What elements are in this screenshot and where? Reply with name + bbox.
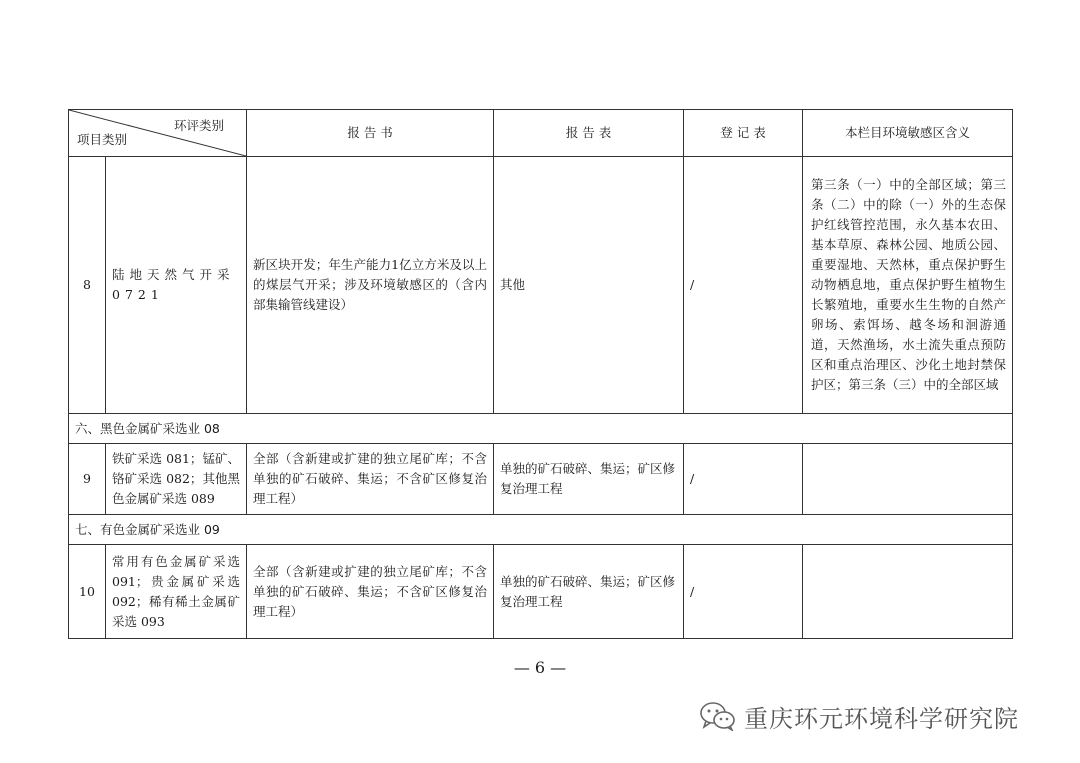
register-form-scope: /	[684, 545, 803, 639]
header-sensitive-area: 本栏目环境敏感区含义	[803, 110, 1013, 157]
watermark	[700, 698, 1019, 734]
report-book-scope: 全部（含新建或扩建的独立尾矿库；不含单独的矿石破碎、集运；不含矿区修复治理工程）	[247, 444, 494, 515]
section-title: 六、黑色金属矿采选业 08	[69, 414, 1013, 444]
table-header-row	[69, 110, 1013, 157]
report-form-scope: 其他	[494, 157, 684, 414]
header-report-form: 报 告 表	[494, 110, 684, 157]
row-number: 10	[69, 545, 106, 639]
section-title: 七、有色金属矿采选业 09	[69, 515, 1013, 545]
header-project-category: 项目类别	[77, 132, 128, 147]
section-row	[69, 414, 1013, 444]
report-form-scope: 单独的矿石破碎、集运；矿区修复治理工程	[494, 444, 684, 515]
header-eia-category: 环评类别	[173, 118, 224, 133]
row-number: 9	[69, 444, 106, 515]
project-category: 常用有色金属矿采选 091；贵金属矿采选 092；稀有稀土金属矿采选 093	[106, 545, 247, 639]
register-form-scope: /	[684, 444, 803, 515]
register-form-scope: /	[684, 157, 803, 414]
page-number: — 6 —	[513, 658, 567, 677]
header-register-form: 登 记 表	[684, 110, 803, 157]
row-number: 8	[69, 157, 106, 414]
project-category: 陆地天然气开采 0721	[106, 157, 247, 414]
report-book-scope: 全部（含新建或扩建的独立尾矿库；不含单独的矿石破碎、集运；不含矿区修复治理工程）	[247, 545, 494, 639]
sensitive-area-definition: 第三条（一）中的全部区域；第三条（二）中的除（一）外的生态保护红线管控范围，永久基本农田、基本草原、森林公园、地质公园、重要湿地、天然林，重点保护野生动物栖息地，重点保护野生植物生长繁殖地，重要水生生物的自然产卵场、索饵场、越冬场和洄游通道，天然渔场，水土流失重点预防区和重点治理区、沙化土地封禁保护区；第三条（三）中的全部区域	[803, 157, 1013, 414]
header-report-book: 报 告 书	[247, 110, 494, 157]
project-category: 铁矿采选 081；锰矿、铬矿采选 082；其他黑色金属矿采选 089	[106, 444, 247, 515]
section-row	[69, 515, 1013, 545]
table-row	[69, 157, 1013, 414]
eia-classification-table	[68, 109, 1013, 639]
diagonal-header-cell	[69, 110, 247, 157]
sensitive-area-definition	[803, 545, 1013, 639]
report-book-scope: 新区块开发；年生产能力1亿立方米及以上的煤层气开采；涉及环境敏感区的（含内部集输管线建设）	[247, 157, 494, 414]
table-row	[69, 545, 1013, 639]
watermark-text: 重庆环元环境科学研究院	[744, 704, 1019, 733]
report-form-scope: 单独的矿石破碎、集运；矿区修复治理工程	[494, 545, 684, 639]
wechat-icon	[700, 701, 736, 731]
sensitive-area-definition	[803, 444, 1013, 515]
table-row	[69, 444, 1013, 515]
